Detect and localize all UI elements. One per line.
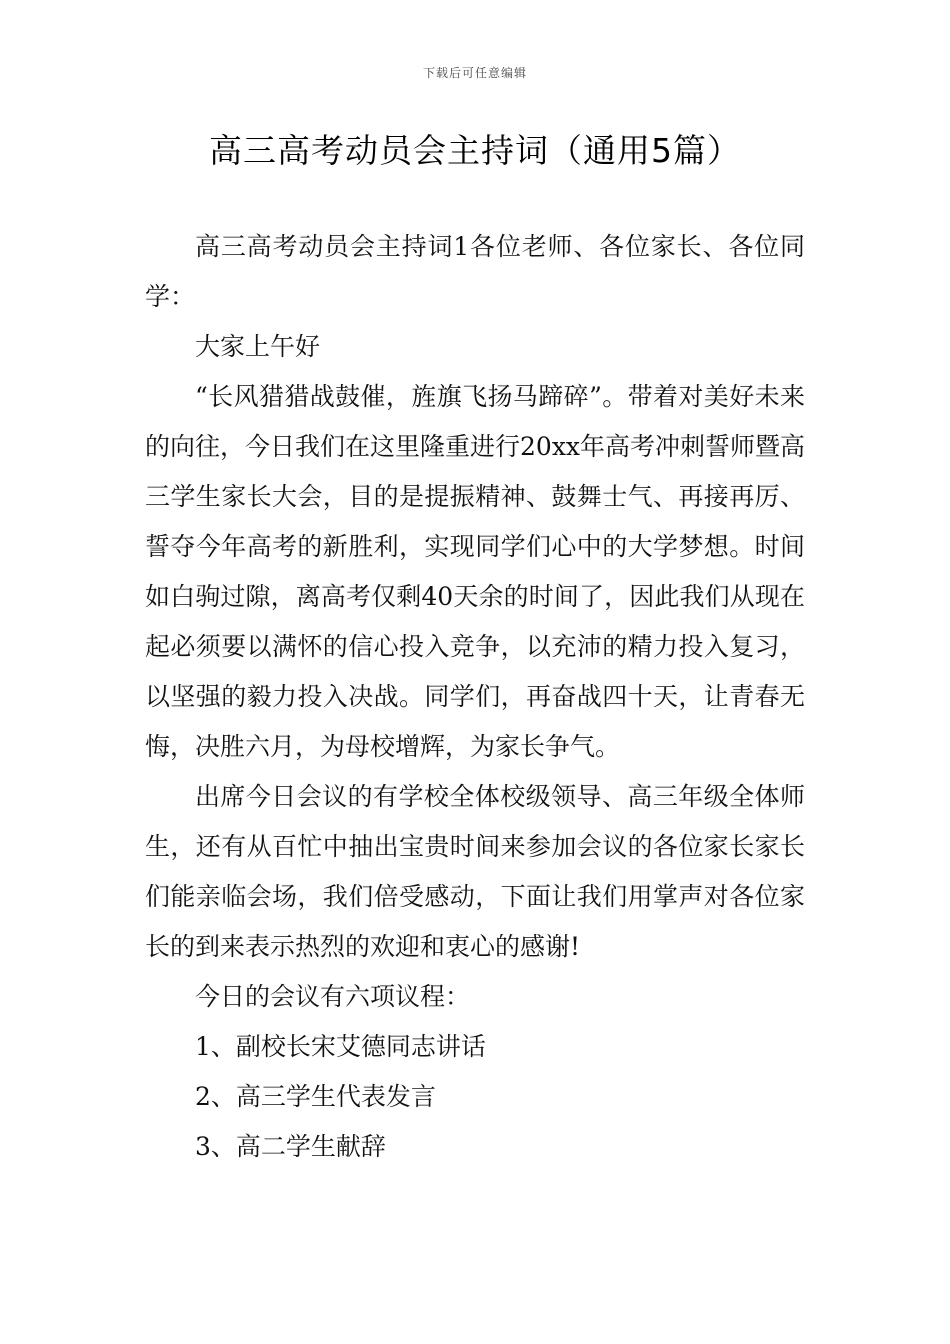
agenda-item-3: 3、高二学生献辞: [195, 1132, 386, 1161]
paragraph-opening: “长风猎猎战鼓催，旌旗飞扬马蹄碎”。带着对美好未来的向往，今日我们在这里隆重进行20xx年高考冲刺誓师暨高三学生家长大会，目的是提振精神、鼓舞士气、再接再厉、誓夺今年高考的新胜利，实现同学们心中的大学梦想。时间如白驹过隙，离高考仅剩40天余的时间了，因此我们从现在起必须要以满怀的信心投入竞争，以充沛的精力投入复习，以坚强的毅力投入决战。同学们，再奋战四十天，让青春无悔，决胜六月，为母校增辉，为家长争气。: [145, 382, 806, 761]
paragraph-attendees: 出席今日会议的有学校全体校级领导、高三年级全体师生，还有从百忙中抽出宝贵时间来参加会议的各位家长家长们能亲临会场，我们倍受感动，下面让我们用掌声对各位家长的到来表示热烈的欢迎和衷心的感谢!: [145, 782, 805, 961]
agenda-item-2: 2、高三学生代表发言: [195, 1082, 436, 1111]
document-body: [145, 222, 805, 1172]
paragraph-greeting: 大家上午好: [195, 332, 321, 361]
paragraph-intro: 高三高考动员会主持词1各位老师、各位家长、各位同学：: [145, 232, 805, 311]
header-note: 下载后可任意编辑: [422, 66, 527, 80]
paragraph-agenda-intro: 今日的会议有六项议程：: [195, 982, 471, 1011]
agenda-item-1: 1、副校长宋艾德同志讲话: [195, 1032, 486, 1061]
document-title: 高三高考动员会主持词（通用5篇）: [209, 131, 741, 170]
